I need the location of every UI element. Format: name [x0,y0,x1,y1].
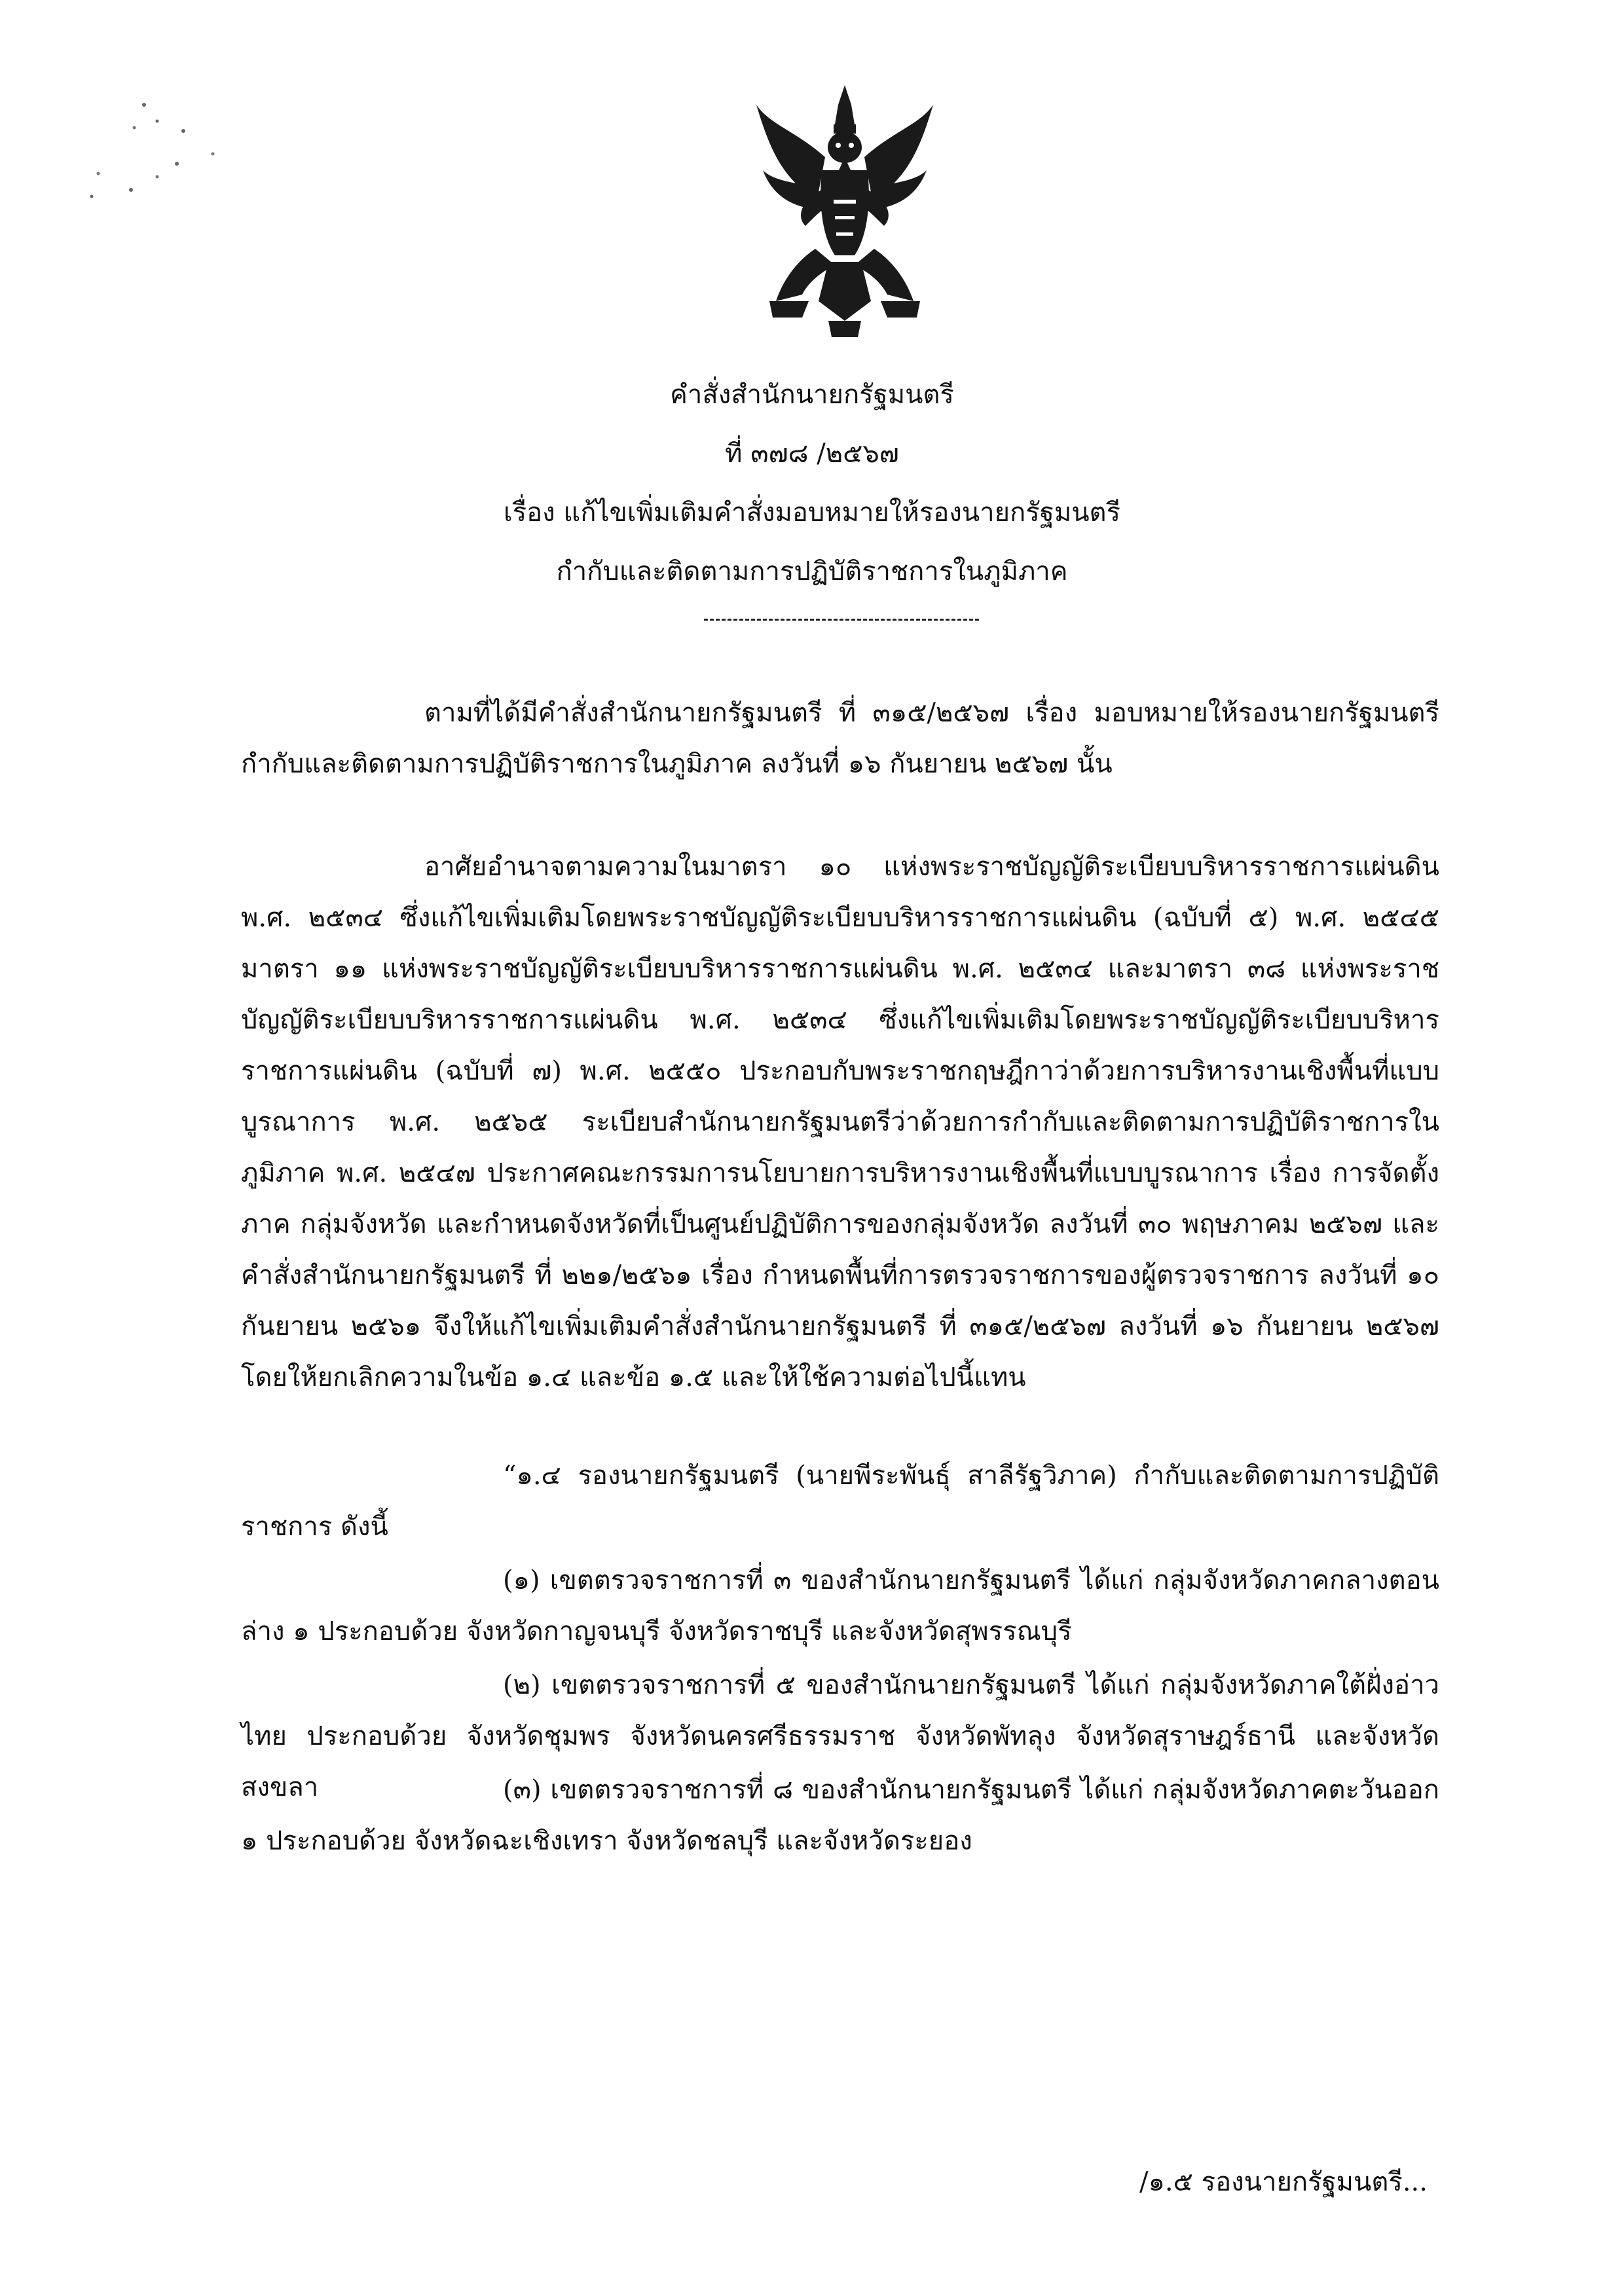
list-item [241,1764,1439,1867]
paragraph-3 [241,1450,1439,1552]
document-number: ที่ ๓๗๘ /๒๕๖๗ [725,439,899,469]
paragraph-2-text: อาศัยอำนาจตามความในมาตรา ๑๐ แห่งพระราชบัญญัติระเบียบบริหารราชการแผ่นดิน พ.ศ. ๒๕๓๔ ซึ่งแก้ไขเพิ่มเติมโดยพระราชบัญญัติระเบียบบริหารราชการแผ่นดิน (ฉบับที่ ๕) พ.ศ. ๒๕๔๕ มาตรา ๑๑ แห่งพระราชบัญญัติระเบียบบริหารราชการแผ่นดิน พ.ศ. ๒๕๓๔ และมาตรา ๓๘ แห่งพระราชบัญญัติระเบียบบริหารราชการแผ่นดิน พ.ศ. ๒๕๓๔ ซึ่งแก้ไขเพิ่มเติมโดยพระราชบัญญัติระเบียบบริหารราชการแผ่นดิน (ฉบับที่ ๗) พ.ศ. ๒๕๕๐ ประกอบกับพระราชกฤษฎีกาว่าด้วยการบริหารงานเชิงพื้นที่แบบบูรณาการ พ.ศ. ๒๕๖๕ ระเบียบสำนักนายกรัฐมนตรีว่าด้วยการกำกับและติดตามการปฏิบัติราชการในภูมิภาค พ.ศ. ๒๕๔๗ ประกาศคณะกรรมการนโยบายการบริหารงานเชิงพื้นที่แบบบูรณาการ เรื่อง การจัดตั้งภาค กลุ่มจังหวัด และกำหนดจังหวัดที่เป็นศูนย์ปฏิบัติการของกลุ่มจังหวัด ลงวันที่ ๓๐ พฤษภาคม ๒๕๖๗ และคำสั่งสำนักนายกรัฐมนตรี ที่ ๒๒๑/๒๕๖๑ เรื่อง กำหนดพื้นที่การตรวจราชการของผู้ตรวจราชการ ลงวันที่ ๑๐ กันยายน ๒๕๖๑ จึงให้แก้ไขเพิ่มเติมคำสั่งสำนักนายกรัฐมนตรี ที่ ๓๑๕/๒๕๖๗ ลงวันที่ ๑๖ กันยายน ๒๕๖๗ โดยให้ยกเลิกความในข้อ ๑.๔ และข้อ ๑.๕ และให้ใช้ความต่อไปนี้แทน [241,852,1439,1393]
document-title: คำสั่งสำนักนายกรัฐมนตรี [670,380,954,410]
subject-line-2: กำกับและติดตามการปฏิบัติราชการในภูมิภาค [556,556,1068,587]
list-item-text: (๓) เขตตรวจราชการที่ ๘ ของสำนักนายกรัฐมนตรี ได้แก่ กลุ่มจังหวัดภาคตะวันออก ๑ ประกอบด้วย จังหวัดฉะเชิงเทรา จังหวัดชลบุรี และจังหวัดระยอง [241,1775,1439,1856]
paragraph-1-text: ตามที่ได้มีคำสั่งสำนักนายกรัฐมนตรี ที่ ๓๑๕/๒๕๖๗ เรื่อง มอบหมายให้รองนายกรัฐมนตรี กำกับและติดตามการปฏิบัติราชการในภูมิภาค ลงวันที่ ๑๖ กันยายน ๒๕๖๗ นั้น [241,698,1439,779]
paragraph-1 [241,687,1439,790]
garuda-emblem-icon [756,85,933,340]
list-item [241,1555,1439,1657]
list-item-text: (๑) เขตตรวจราชการที่ ๓ ของสำนักนายกรัฐมนตรี ได้แก่ กลุ่มจังหวัดภาคกลางตอนล่าง ๑ ประกอบด้วย จังหวัดกาญจนบุรี จังหวัดราชบุรี และจังหวัดสุพรรณบุรี [241,1565,1439,1647]
subject-line-1: เรื่อง แก้ไขเพิ่มเติมคำสั่งมอบหมายให้รองนายกรัฐมนตรี [503,498,1120,528]
header-divider [704,619,979,621]
paragraph-3-text: “๑.๔ รองนายกรัฐมนตรี (นายพีระพันธุ์ สาลีรัฐวิภาค) กำกับและติดตามการปฏิบัติราชการ ดังนี้ [241,1461,1439,1542]
list-item-text: (๒) เขตตรวจราชการที่ ๕ ของสำนักนายกรัฐมนตรี ได้แก่ กลุ่มจังหวัดภาคใต้ฝั่งอ่าวไทย ประกอบด้วย จังหวัดชุมพร จังหวัดนครศรีธรรมราช จังหวัดพัทลุง จังหวัดสุราษฎร์ธานี และจังหวัดสงขลา [241,1670,1439,1802]
paragraph-2 [241,841,1439,1403]
scan-specks [79,92,229,210]
continuation-note: /๑.๕ รองนายกรัฐมนตรี... [1139,2167,1428,2197]
